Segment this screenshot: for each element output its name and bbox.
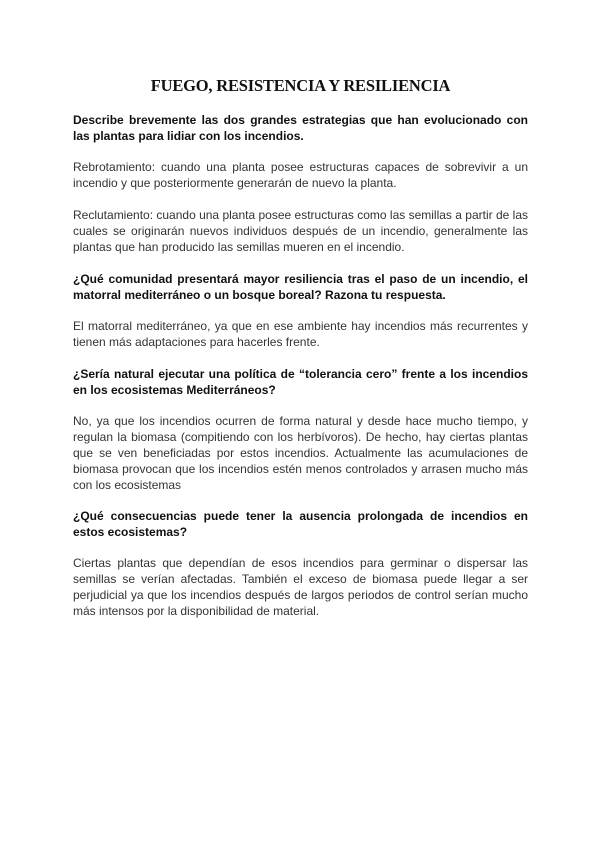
document-page	[73, 76, 528, 635]
document-title: FUEGO, RESISTENCIA Y RESILIENCIA	[150, 76, 451, 95]
question-2: ¿Qué comunidad presentará mayor resiliencia tras el paso de un incendio, el matorral mediterráneo o un bosque boreal? Razona tu respuesta.	[73, 272, 528, 302]
answer-1a: Rebrotamiento: cuando una planta posee estructuras capaces de sobrevivir a un incendio y que posteriormente generarán de nuevo la planta.	[73, 160, 528, 190]
question-1: Describe brevemente las dos grandes estrategias que han evolucionado con las plantas para lidiar con los incendios.	[73, 113, 528, 143]
answer-1b: Reclutamiento: cuando una planta posee estructuras como las semillas a partir de las cuales se originarán nuevos individuos después de un incendio, generalmente las plantas que han producido las semillas mueren en el incendio.	[73, 208, 528, 254]
answer-3: No, ya que los incendios ocurren de forma natural y desde hace mucho tiempo, y regulan la biomasa (compitiendo con los herbívoros). De hecho, hay ciertas plantas que se ven beneficiadas por estos incendios. Actualmente las acumulaciones de biomasa provocan que los incendios estén menos controlados y arrasen mucho más con los ecosistemas	[73, 414, 528, 492]
question-3: ¿Sería natural ejecutar una política de “tolerancia cero” frente a los incendios en los ecosistemas Mediterráneos?	[73, 367, 528, 397]
answer-4: Ciertas plantas que dependían de esos incendios para germinar o dispersar las semillas se verían afectadas. También el exceso de biomasa puede llegar a ser perjudicial ya que los incendios después de largos periodos de control serían mucho más intensos por la disponibilidad de material.	[73, 556, 528, 618]
question-4: ¿Qué consecuencias puede tener la ausencia prolongada de incendios en estos ecosistemas?	[73, 509, 528, 539]
answer-2: El matorral mediterráneo, ya que en ese ambiente hay incendios más recurrentes y tienen más adaptaciones para hacerles frente.	[73, 319, 528, 349]
